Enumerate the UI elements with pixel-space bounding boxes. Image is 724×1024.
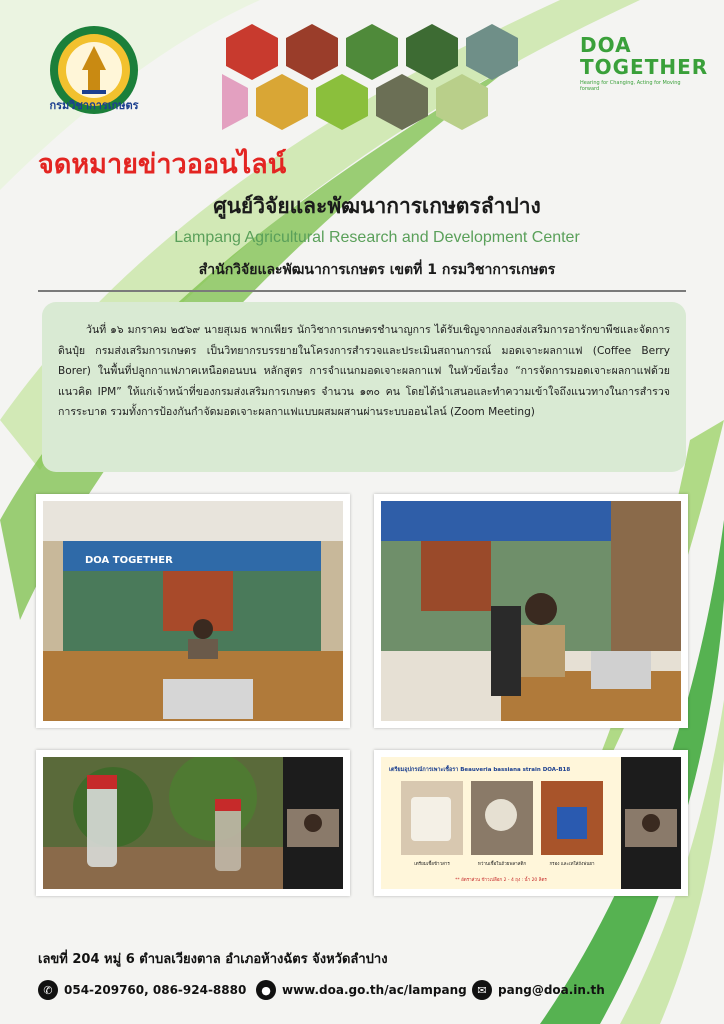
photo-banner-text: DOA TOGETHER (85, 555, 173, 566)
fungus-slide-image (381, 757, 681, 889)
doa-logo-text: กรมวิชาการเกษตร (49, 99, 139, 112)
meeting-room-image (43, 501, 343, 721)
photo-meeting-room (36, 494, 350, 728)
agriculture-hexagon-collage (222, 22, 532, 134)
slide-label-1: เตรียมเชื้อข้าวสาร (414, 862, 450, 867)
website-text[interactable]: www.doa.go.th/ac/lampang (282, 983, 467, 997)
doa-together-logo (580, 33, 709, 92)
contact-email[interactable] (472, 980, 605, 1000)
globe-icon: ● (256, 980, 276, 1000)
photo-fungus-preparation (374, 750, 688, 896)
slide-caption: เตรียมอุปกรณ์การเพาะเชื้อรา Beauveria bassiana strain DOA-B18 (389, 767, 571, 773)
phone-text: 054-209760, 086-924-8880 (64, 983, 247, 997)
slide-note: ** อัตราส่วน ข้าวเปลือก 2 - 4 ถุง : น้ำ 20 ลิตร (455, 878, 547, 883)
slide-label-2: หว่านเชื้อในถ้วยพลาสติก (477, 862, 527, 867)
slide-label-3: กรอง และเทใส่ถังพ่นยา (549, 862, 595, 867)
phone-icon: ✆ (38, 980, 58, 1000)
center-name-english: Lampang Agricultural Research and Development Center (174, 229, 580, 246)
contact-website[interactable] (256, 980, 467, 1000)
photo-coffee-trap (36, 750, 350, 896)
newsletter-title: จดหมายข่าวออนไลน์ (38, 149, 287, 180)
article-body: วันที่ ๑๖ มกราคม ๒๕๖๙ นายสุเมธ พากเพียร นักวิชาการเกษตรชำนาญการ ได้รับเชิญจากกองส่งเสริมการอารักขาพืชและจัดการดินปุ๋ย กรมส่งเสริมการเกษตร เป็นวิทยากรบรรยายในโครงการสำรวจและประเมินสถานการณ์ มอดเจาะผลกาแฟ (Coffee Berry Borer) ในพื้นที่ปลูกกาแฟภาคเหนือตอนบน หลักสูตร การจำแนกมอดเจาะผลกาแฟ ในหัวข้อเรื่อง “การจัดการมอดเจาะผลกาแฟด้วยแนวคิด IPM” ให้แก่เจ้าหน้าที่ของกรมส่งเสริมการเกษตร จำนวน ๑๓๐ คน โดยได้นำเสนอและทำความเข้าใจถึงแนวทางในการสำรวจการระบาด รวมทั้งการป้องกันกำจัดมอดเจาะผลกาแฟแบบผสมผสานผ่านระบบออนไลน์ (Zoom Meeting) (42, 302, 686, 472)
contact-phone (38, 980, 246, 1000)
coffee-trap-image (43, 757, 343, 889)
center-name-thai: ศูนย์วิจัยและพัฒนาการเกษตรลำปาง (213, 194, 541, 218)
email-text[interactable]: pang@doa.in.th (498, 983, 605, 997)
footer-address: เลขที่ 204 หมู่ 6 ตำบลเวียงตาล อำเภอห้างฉัตร จังหวัดลำปาง (38, 952, 388, 967)
photo-speaker (374, 494, 688, 728)
speaker-image (381, 501, 681, 721)
mail-icon: ✉ (472, 980, 492, 1000)
header-divider (38, 290, 686, 292)
office-name: สำนักวิจัยและพัฒนาการเกษตร เขตที่ 1 กรมวิชาการเกษตร (198, 262, 556, 278)
together-tagline: Hearing for Changing, Acting for Moving forward (580, 80, 681, 92)
together-title: DOA TOGETHER (580, 33, 709, 79)
